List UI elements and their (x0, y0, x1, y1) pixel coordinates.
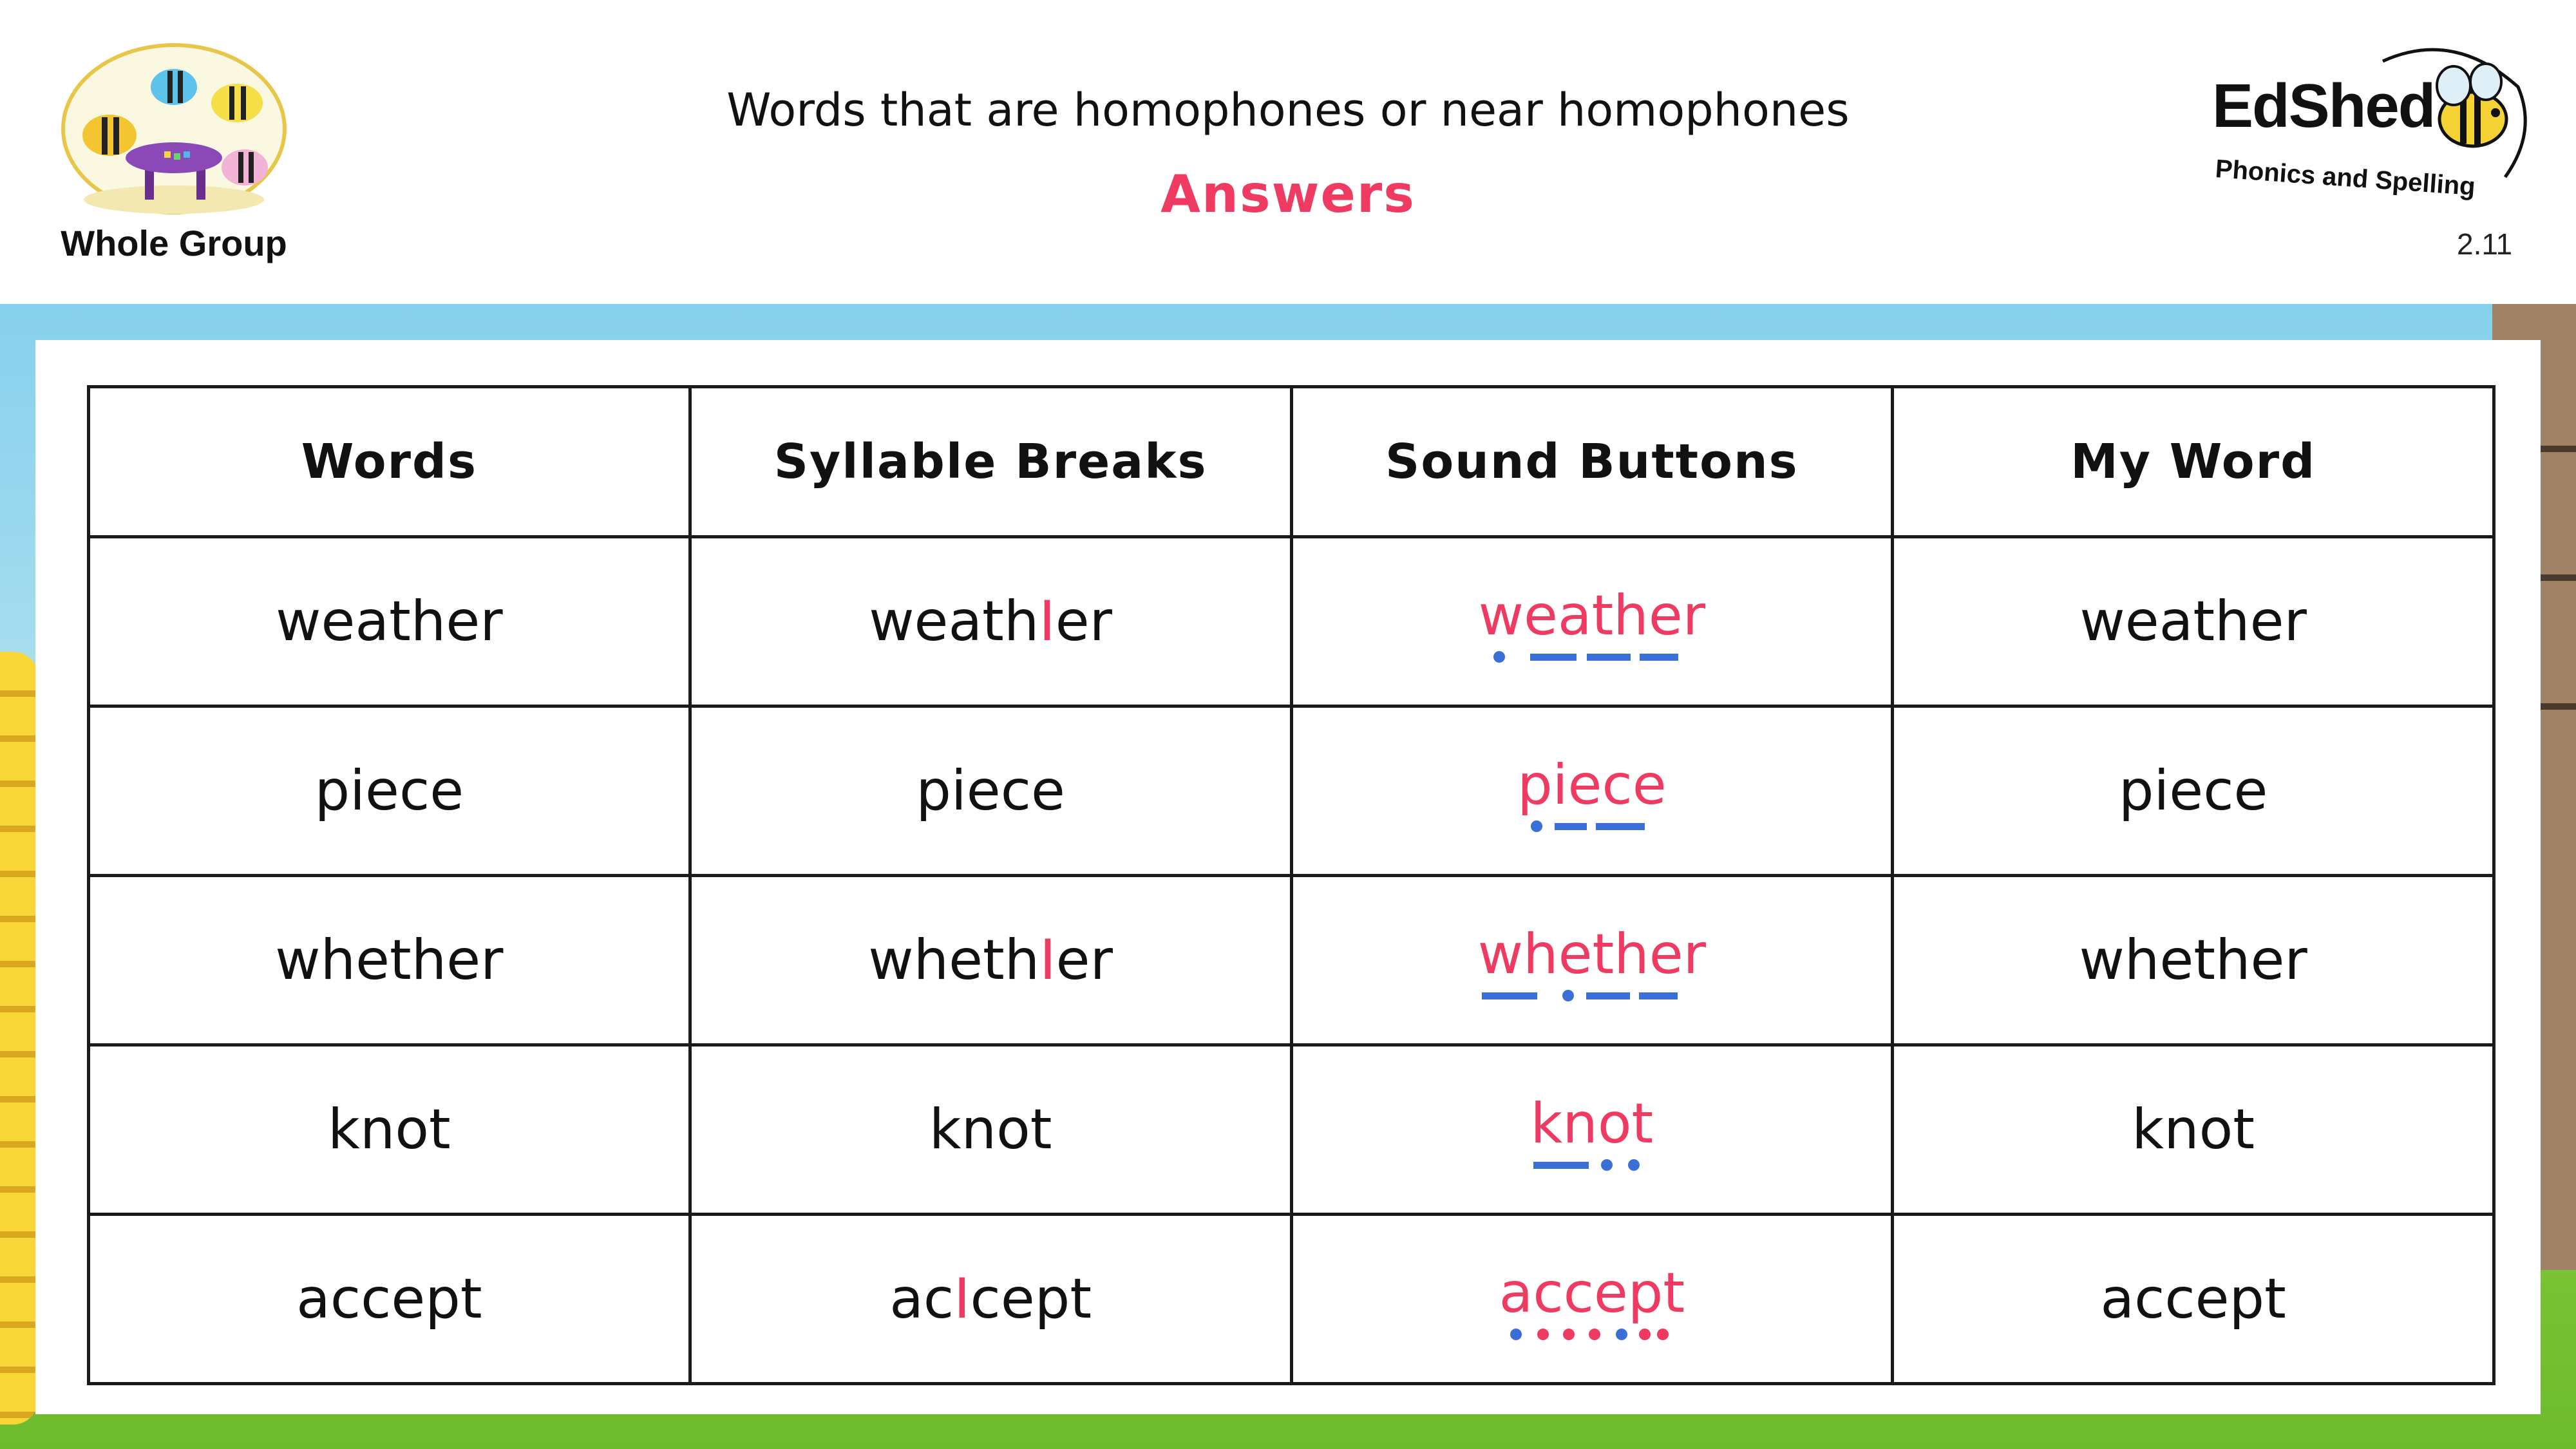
page-title: Answers (1160, 164, 1416, 224)
sound-button-marks (1531, 1160, 1647, 1179)
sound-word-text: whether (1477, 922, 1706, 987)
header-sound-buttons: Sound Buttons (1291, 387, 1893, 537)
syllable-part: cept (970, 1267, 1092, 1331)
sound-buttons-word (1531, 1092, 1654, 1168)
table-row (89, 1215, 2494, 1384)
syllable-part: wheth (868, 928, 1040, 992)
words-table (87, 385, 2496, 1385)
syllable-cell (690, 1215, 1291, 1384)
syllable-part: piece (916, 759, 1065, 823)
sound-button-marks (1499, 1329, 1667, 1349)
sound-button-marks (1479, 652, 1685, 671)
beehive-illustration (0, 652, 39, 1425)
syllable-separator: I (1039, 928, 1056, 992)
sound-buttons-word (1517, 753, 1667, 829)
page-number: 2.11 (2457, 227, 2513, 261)
page-subtitle: Words that are homophones or near homophones (726, 84, 1850, 137)
header-syllable-breaks: Syllable Breaks (690, 387, 1291, 537)
table-row (89, 706, 2494, 876)
word-cell: whether (89, 876, 690, 1045)
my-word-cell: piece (1893, 706, 2494, 876)
syllable-separator: I (1039, 589, 1056, 654)
sound-word-text: knot (1530, 1092, 1654, 1156)
header-bar (0, 0, 2576, 304)
word-cell: weather (89, 537, 690, 706)
sound-buttons-cell (1291, 876, 1893, 1045)
sound-word-text: weather (1478, 583, 1706, 648)
word-cell: knot (89, 1045, 690, 1215)
sound-buttons-word (1479, 583, 1705, 659)
syllable-cell (690, 876, 1291, 1045)
syllable-part: er (1056, 928, 1113, 992)
sound-buttons-cell (1291, 1215, 1893, 1384)
syllable-cell (690, 1045, 1291, 1215)
header-words: Words (89, 387, 690, 537)
sound-buttons-cell (1291, 706, 1893, 876)
sound-word-text: accept (1499, 1261, 1685, 1325)
sound-word-text: piece (1517, 753, 1667, 817)
header-my-word: My Word (1893, 387, 2494, 537)
my-word-cell: accept (1893, 1215, 2494, 1384)
syllable-part: knot (929, 1097, 1052, 1162)
syllable-separator: I (954, 1267, 971, 1331)
table-header-row (89, 387, 2494, 537)
group-label: Whole Group (61, 223, 287, 263)
sound-button-marks (1517, 821, 1653, 840)
my-word-cell: knot (1893, 1045, 2494, 1215)
sound-buttons-cell (1291, 1045, 1893, 1215)
syllable-part: weath (869, 589, 1039, 654)
sound-button-marks (1478, 990, 1684, 1010)
table-row (89, 1045, 2494, 1215)
sound-buttons-word (1499, 1261, 1685, 1337)
table-row (89, 537, 2494, 706)
syllable-cell (690, 706, 1291, 876)
my-word-cell: whether (1893, 876, 2494, 1045)
brand-name: EdShed (2212, 71, 2435, 140)
syllable-cell (690, 537, 1291, 706)
bee-logo-icon (2357, 35, 2537, 193)
brand-tagline: Phonics and Spelling (2214, 155, 2477, 202)
syllable-part: ac (889, 1267, 954, 1331)
word-cell: piece (89, 706, 690, 876)
syllable-part: er (1055, 589, 1113, 654)
sound-buttons-word (1478, 922, 1706, 998)
my-word-cell: weather (1893, 537, 2494, 706)
sound-buttons-cell (1291, 537, 1893, 706)
word-cell: accept (89, 1215, 690, 1384)
table-row (89, 876, 2494, 1045)
